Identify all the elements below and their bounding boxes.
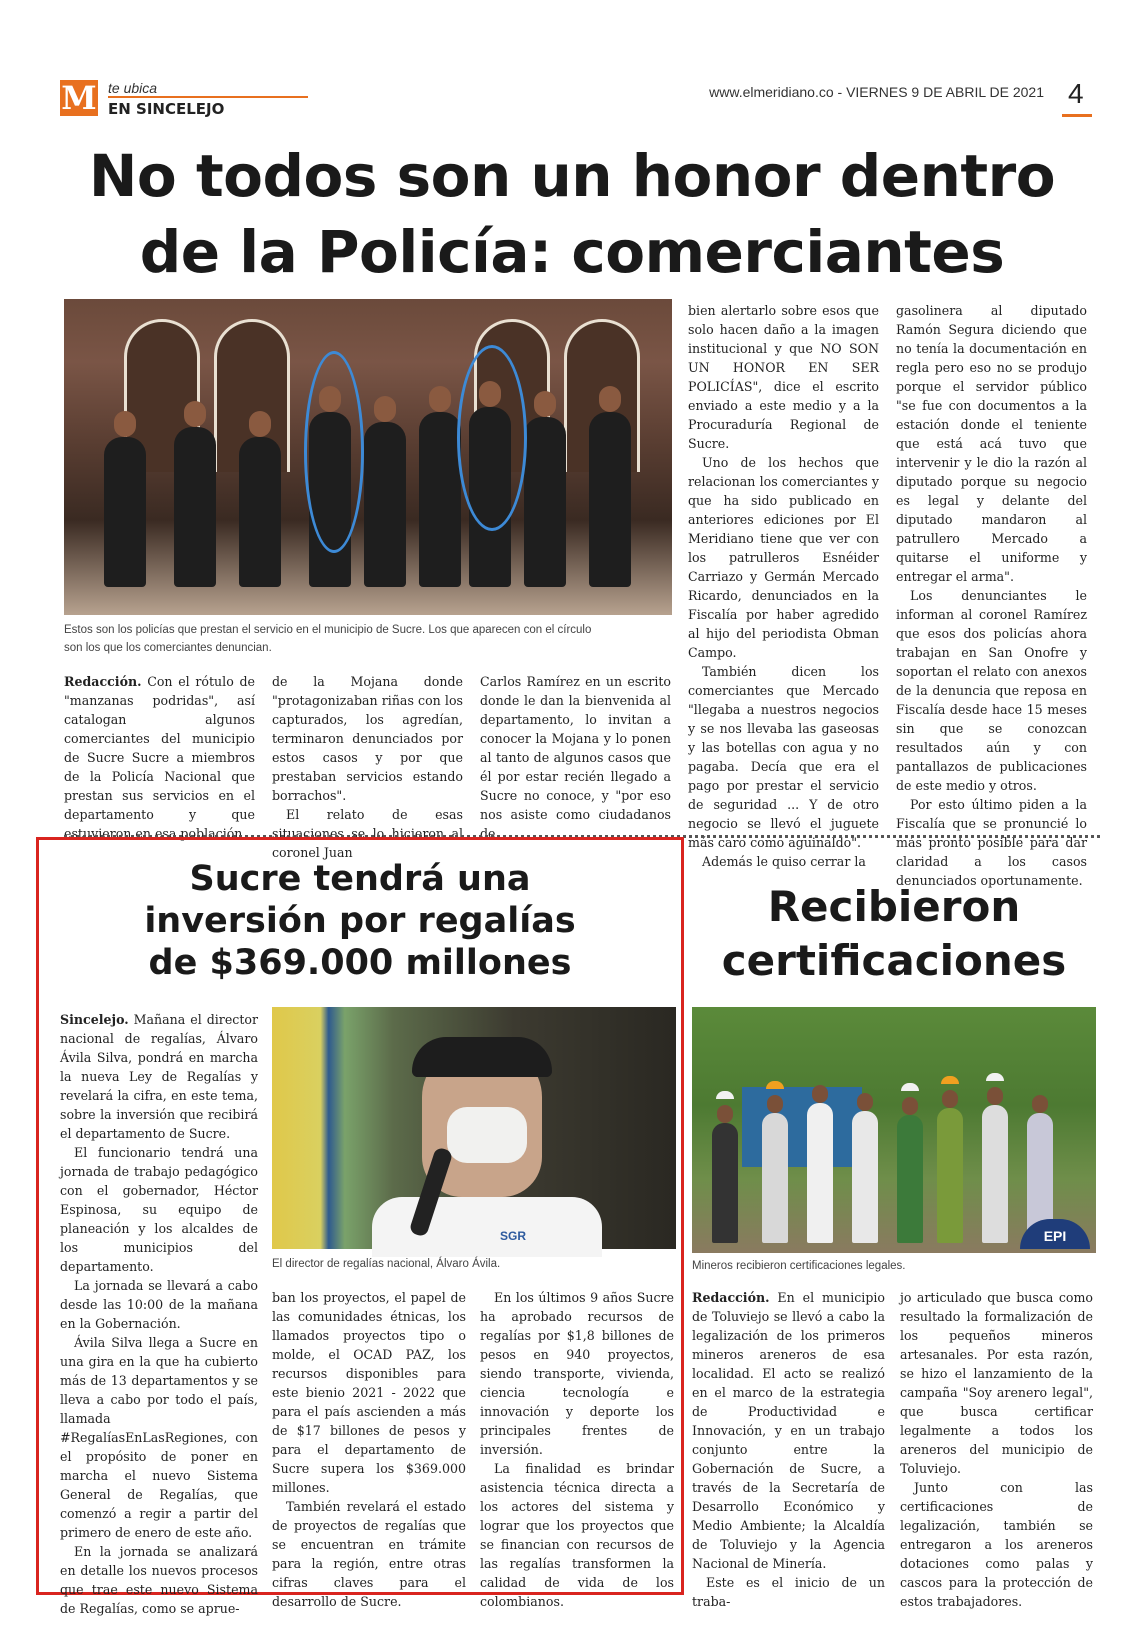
miner-figure (852, 1111, 878, 1243)
dateline: Sincelejo. (60, 1012, 129, 1027)
miners-photo-caption: Mineros recibieron certificaciones legales. (692, 1260, 906, 1272)
epi-logo: EPI (1020, 1219, 1090, 1249)
certificaciones-col2 (900, 1288, 1093, 1609)
paragraph: En los últimos 9 años Sucre ha aprobado recursos de regalías por $1,8 billones de pesos en 940 proyectos, siendo transporte, vivienda, ciencia tecnología e innovación y deporte los principales frentes de inversión. (480, 1290, 674, 1457)
main-article-col5 (896, 301, 1087, 888)
regalias-headline-line1: Sucre tendrá una (189, 859, 531, 899)
paragraph: También dicen los comerciantes que Mercado "llegaba a nuestros negocios y se nos llevaba las gaseosas y las botellas con agua y no pagaba. Decía que era el pago por prestar el servicio de seguridad ... Y de otro negocio se llevó el juguete más caro como aguinaldo". (688, 664, 879, 850)
circle-mark (304, 351, 364, 553)
paragraph: En el municipio de Toluviejo se llevó a cabo la legalización de los primeros mineros areneros de esa localidad. El acto se realizó en el marco de la estrategia de Productividad e Innovación, y en un trabajo conjunto entre la Gobernación de Sucre, a través de la Secretaría de Desarrollo Económico y Medio Ambiente; la Alcaldía de Toluviejo y la Agencia Nacional de Minería. (692, 1290, 885, 1571)
section-tag: te ubica (108, 80, 158, 96)
paragraph: Mañana el director nacional de regalías, Álvaro Ávila Silva, pondrá en marcha la nueva Ley de Regalías y revelará la cifra, en este tema, sobre la inversión que recibirá el departamento de Sucre. (60, 1012, 258, 1141)
paragraph: Por esto último piden a la Fiscalía que se pronuncié lo más pronto posible para dar claridad a los casos denunciados oportunamente. (896, 797, 1087, 888)
paragraph: bien alertarlo sobre esos que solo hacen daño a la imagen institucional y que NO SON UN HONOR EN SER POLICÍAS", dice el escrito enviado a este medio y a la Procuraduría Regional de Sucre. (688, 303, 879, 451)
main-headline (40, 138, 1104, 290)
certificaciones-headline-line1: Recibieron (767, 882, 1021, 931)
paragraph: La jornada se llevará a cabo desde las 10:00 de la mañana en la Gobernación. (60, 1278, 258, 1331)
byline: Redacción. (64, 674, 142, 689)
main-article-col4 (688, 301, 879, 869)
police-caption-line2: son los que los comerciantes denuncian. (64, 642, 272, 654)
helmet-icon (766, 1081, 784, 1089)
helmet-icon (941, 1076, 959, 1084)
page-number-rule (1062, 114, 1092, 117)
paragraph: gasolinera al diputado Ramón Segura diciendo que no tenía la documentación en regla pero eso no se produjo porque el servidor público "se fue con documentos a la estación donde el teniente que está acá tuvo que intervenir y le dio la razón al diputado porque su negocio es legal y delante del diputado mandaron al patrullero Mercado a quitarse el uniforme y entregar el arma". (896, 303, 1087, 584)
regalias-col1 (60, 1010, 258, 1616)
officer-figure (104, 437, 146, 587)
regalias-headline-line3: de $369.000 millones (148, 943, 572, 983)
police-photo-caption (64, 621, 684, 657)
main-article-col1 (64, 672, 255, 841)
paragraph: Este es el inicio de un traba- (692, 1575, 885, 1609)
paragraph: El funcionario tendrá una jornada de trabajo pedagógico con el gobernador, Héctor Espinosa, su equipo de planeación y los alcaldes de los municipios del departamento. (60, 1145, 258, 1274)
certificaciones-headline (692, 880, 1096, 988)
regalias-headline-line2: inversión por regalías (144, 901, 576, 941)
paragraph: Ávila Silva llega a Sucre en una gira en la que ha cubierto más de 13 departamentos y se lleva a cabo por todo el país, llamada #RegalíasEnLasRegiones, con el propósito de poner en marcha el nuevo Sistema General de Regalías, que comenzó a regir a partir del primero de enero de este año. (60, 1335, 258, 1540)
paragraph: Con el rótulo de "manzanas podridas", así catalogan algunos comerciantes del municipio de Sucre Sucre a miembros de la Policía Nacional que prestan sus servicios en el departamento y que estuvieron en esa población (64, 674, 255, 841)
paragraph: Además le quiso cerrar la (702, 854, 866, 869)
main-article-col3 (480, 672, 671, 841)
white-shirt (372, 1197, 602, 1257)
miner-figure (982, 1105, 1008, 1243)
miner-figure (937, 1108, 963, 1243)
certificaciones-headline-line2: certificaciones (721, 936, 1067, 985)
officer-figure (174, 427, 216, 587)
sgr-badge: SGR (500, 1229, 527, 1243)
header-rule (108, 96, 308, 98)
paragraph: En la jornada se analizará en detalle los nuevos procesos que trae este nuevo Sistema de Regalías, como se aprue- (60, 1544, 258, 1616)
officer-figure (239, 437, 281, 587)
paragraph: ban los proyectos, el papel de las comunidades étnicas, los llamados proyectos tipo o molde, el OCAD PAZ, los recursos disponibles para este bienio 2021 - 2022 que para el país ascienden a más de $17 billones de pesos y para el departamento de Sucre supera los $369.000 millones. (272, 1290, 466, 1495)
paragraph: Uno de los hechos que relacionan los comerciantes y que ha sido publicado en anteriores ediciones por El Meridiano tiene que ver con los patrulleros Esnéider Carriazo y Germán Mercado Ricardo, denunciados en la Fiscalía por haber agredido al hijo del periodista Obman Campo. (688, 455, 879, 660)
page-number: 4 (1068, 78, 1084, 109)
circle-mark (457, 345, 527, 531)
miner-figure (807, 1103, 833, 1243)
officer-figure (524, 417, 566, 587)
miner-figure (897, 1115, 923, 1243)
helmet-icon (901, 1083, 919, 1091)
helmet-icon (986, 1073, 1004, 1081)
officer-figure (589, 412, 631, 587)
director-photo-caption: El director de regalías nacional, Álvaro Ávila. (272, 1258, 501, 1270)
miner-figure (712, 1123, 738, 1243)
police-photo (64, 299, 672, 615)
paragraph: Carlos Ramírez en un escrito donde le dan la bienvenida al departamento, lo invitan a conocer la Mojana y lo ponen al tanto de algunos casos que él por estar recién llegado a Sucre no conoce, y "por eso nos asiste como ciudadanos de (480, 674, 671, 841)
paragraph: Junto con las certificaciones de legalización, también se entregaron a los areneros dotaciones como palas y cascos para la protección de estos trabajadores. (900, 1480, 1093, 1609)
officer-figure (419, 412, 461, 587)
paragraph: El relato de esas situaciones se lo hicieron al coronel Juan (272, 807, 463, 860)
paragraph: de la Mojana donde "protagonizaban riñas con los capturados, los agredían, terminaron denunciados por estos casos y por que prestaban servicios estando borrachos". (272, 674, 463, 803)
byline: Redacción. (692, 1290, 770, 1305)
miner-figure (762, 1113, 788, 1243)
main-article-col2 (272, 672, 463, 860)
section-name: EN SINCELEJO (108, 100, 225, 118)
paragraph: También revelará el estado de proyectos de regalías que se encuentran en trámite para la región, entre otras cifras claves para el desarrollo de Sucre. (272, 1499, 466, 1609)
director-photo (272, 1007, 676, 1249)
helmet-icon (716, 1091, 734, 1099)
officer-figure (364, 422, 406, 587)
regalias-col3 (480, 1288, 674, 1609)
newspaper-logo: M (61, 79, 97, 117)
person-hair (412, 1037, 552, 1077)
regalias-headline (60, 858, 660, 984)
paragraph: La finalidad es brindar asistencia técnica directa a los actores del sistema y lograr que los proyectos que se financian con recursos de las regalías transformen la calidad de vida de los colombianos. (480, 1461, 674, 1609)
certificaciones-col1 (692, 1288, 885, 1609)
face-mask (447, 1107, 527, 1163)
police-caption-line1: Estos son los policías que prestan el servicio en el municipio de Sucre. Los que aparecen con el círculo (64, 624, 592, 636)
site-and-date: www.elmeridiano.co - VIERNES 9 DE ABRIL DE 2021 (709, 84, 1044, 100)
regalias-col2 (272, 1288, 466, 1609)
banner (742, 1087, 862, 1167)
paragraph: Los denunciantes le informan al coronel Ramírez que esos dos policías ahora trabajan en San Onofre y soportan el relato con anexos de la denuncia que reposa en Fiscalía desde hace 15 meses sin que se conozcan resultados aún y con pantallazos de publicaciones de este medio y otros. (896, 588, 1087, 793)
miners-photo (692, 1007, 1096, 1253)
main-headline-line1: No todos son un honor dentro (88, 142, 1056, 210)
paragraph: jo articulado que busca como resultado la formalización de los pequeños mineros artesanales. Por esta razón, se hizo el lanzamiento de la campaña "Soy arenero legal", que busca certificar legalmente a todos los areneros del municipio de Toluviejo. (900, 1290, 1093, 1476)
main-headline-line2: de la Policía: comerciantes (139, 218, 1005, 286)
